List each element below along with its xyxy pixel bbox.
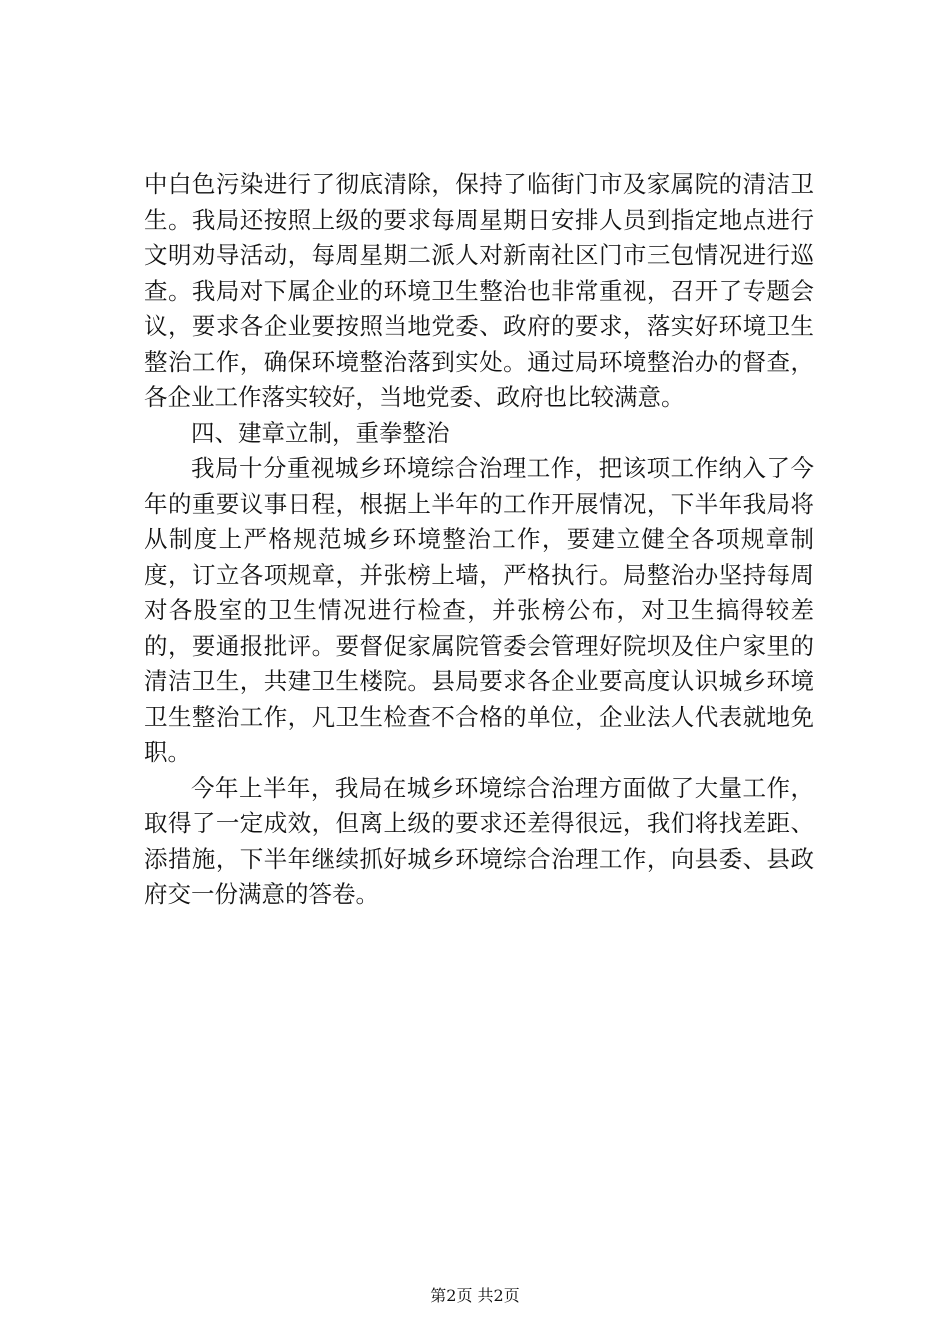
paragraph-summary: 今年上半年，我局在城乡环境综合治理方面做了大量工作，取得了一定成效，但离上级的要求还差得很远，我们将找差距、添措施，下半年继续抓好城乡环境综合治理工作，向县委、县政府交一份满意的答卷。 bbox=[144, 773, 814, 908]
section-heading: 四、建章立制，重拳整治 bbox=[191, 418, 450, 447]
paragraph-regulations: 我局十分重视城乡环境综合治理工作，把该项工作纳入了今年的重要议事日程，根据上半年的工作开展情况，下半年我局将从制度上严格规范城乡环境整治工作，要建立健全各项规章制度，订立各项规章，并张榜上墙，严格执行。局整治办坚持每周对各股室的卫生情况进行检查，并张榜公布，对卫生搞得较差的，要通报批评。要督促家属院管委会管理好院坝及住户家里的清洁卫生，共建卫生楼院。县局要求各企业要高度认识城乡环境卫生整治工作，凡卫生检查不合格的单位，企业法人代表就地免职。 bbox=[144, 454, 814, 766]
page-number-footer: 第2页 共2页 bbox=[430, 1286, 520, 1305]
document-body bbox=[144, 167, 814, 913]
paragraph-continuation: 中白色污染进行了彻底清除，保持了临街门市及家属院的清洁卫生。我局还按照上级的要求每周星期日安排人员到指定地点进行文明劝导活动，每周星期二派人对新南社区门市三包情况进行巡查。我局对下属企业的环境卫生整治也非常重视，召开了专题会议，要求各企业要按照当地党委、政府的要求，落实好环境卫生整治工作，确保环境整治落到实处。通过局环境整治办的督查，各企业工作落实较好，当地党委、政府也比较满意。 bbox=[144, 170, 814, 411]
